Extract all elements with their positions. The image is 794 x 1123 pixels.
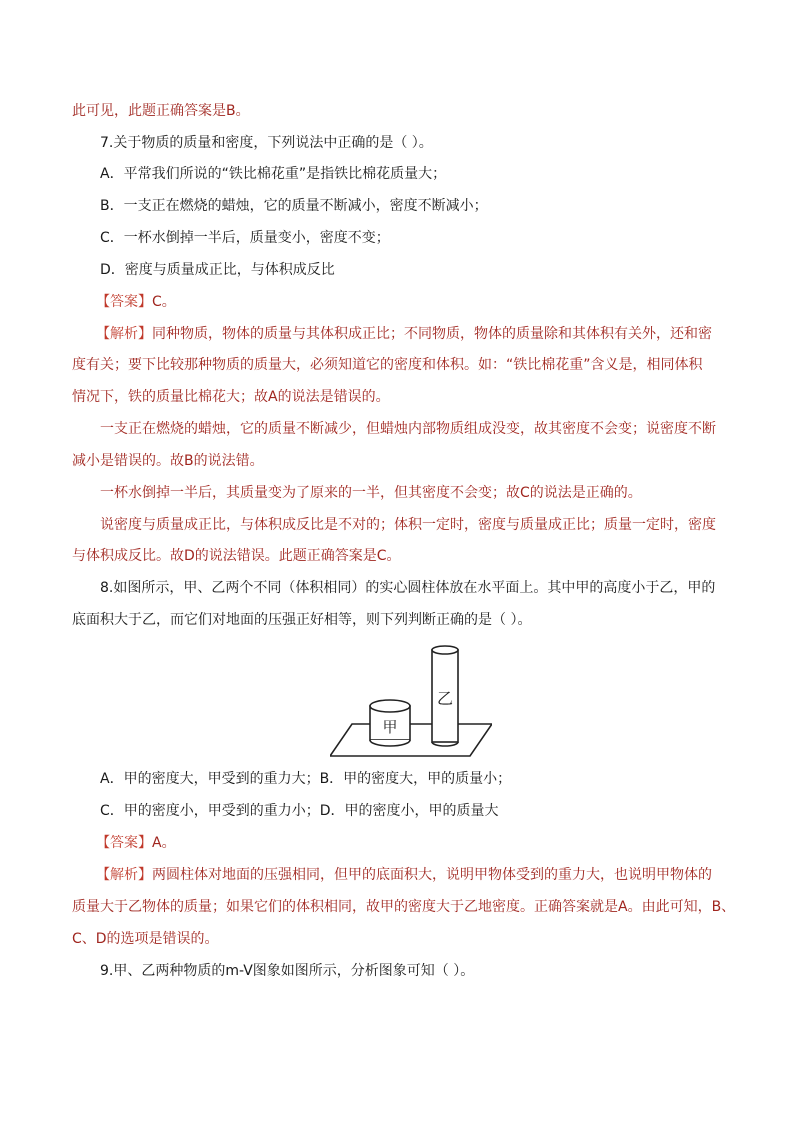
question-7-explanation-line-1 xyxy=(96,324,720,344)
question-7-explanation-line-7: 说密度与质量成正比，与体积成反比是不对的；体积一定时，密度与质量成正比；质量一定时，密度 xyxy=(100,517,716,533)
question-7-option-b: B．一支正在燃烧的蜡烛，它的质量不断减小，密度不断减小； xyxy=(100,198,488,214)
cylinder-yi-top xyxy=(432,646,458,654)
cylinder-jia-bottom xyxy=(370,740,410,746)
label-jia: 甲 xyxy=(382,718,398,736)
question-7-explanation-line-2: 度有关；要下比较那种物质的质量大，必须知道它的密度和体积。如：“铁比棉花重”含义是，相同体积 xyxy=(72,357,703,373)
answer-value: C。 xyxy=(152,294,176,310)
question-7-option-d: D．密度与质量成正比，与体积成反比 xyxy=(100,262,335,278)
question-8-explanation-line-3: C、D的选项是错误的。 xyxy=(72,931,219,947)
explanation-tag: 【解析】 xyxy=(96,326,152,342)
question-7-option-a: A．平常我们所说的“铁比棉花重”是指铁比棉花质量大； xyxy=(100,166,447,182)
ground-plane xyxy=(330,724,492,756)
question-8-stem-line-2: 底面积大于乙，而它们对地面的压强正好相等，则下列判断正确的是（ ）。 xyxy=(72,612,532,628)
question-7-stem: 7.关于物质的质量和密度，下列说法中正确的是（ ）。 xyxy=(100,135,433,151)
question-7-explanation-line-6: 一杯水倒掉一半后，其质量变为了原来的一半，但其密度不会变；故C的说法是正确的。 xyxy=(100,485,642,501)
answer-tag: 【答案】 xyxy=(96,835,152,851)
question-8-options-line-1: A．甲的密度大，甲受到的重力大；B．甲的密度大，甲的质量小； xyxy=(100,771,512,787)
question-9-stem: 9.甲、乙两种物质的m-V图象如图所示，分析图象可知（ ）。 xyxy=(100,963,475,979)
label-yi: 乙 xyxy=(436,689,454,708)
question-8-stem-line-1: 8.如图所示，甲、乙两个不同（体积相同）的实心圆柱体放在水平面上。其中甲的高度小于乙，甲的 xyxy=(100,580,716,596)
question-7-explanation-line-4: 一支正在燃烧的蜡烛，它的质量不断减少，但蜡烛内部物质组成没变，故其密度不会变；说密度不断 xyxy=(100,421,716,437)
question-8-answer xyxy=(96,833,720,853)
question-7-option-c: C．一杯水倒掉一半后，质量变小，密度不变； xyxy=(100,230,390,246)
question-7-explanation-line-3: 情况下，铁的质量比棉花大；故A的说法是错误的。 xyxy=(72,389,390,405)
question-7-explanation-line-8: 与体积成反比。故D的说法错误。此题正确答案是C。 xyxy=(72,548,401,564)
question-8-explanation-line-2: 质量大于乙物体的质量；如果它们的体积相同，故甲的密度大于乙地密度。正确答案就是A。由此可知，B、 xyxy=(72,899,736,915)
explanation-text: 两圆柱体对地面的压强相同，但甲的底面积大，说明甲物体受到的重力大，也说明甲物体的 xyxy=(152,867,712,883)
question-8-options-line-2: C．甲的密度小，甲受到的重力小；D．甲的密度小，甲的质量大 xyxy=(100,803,499,819)
question-7-explanation-line-5: 减小是错误的。故B的说法错。 xyxy=(72,453,264,469)
question-7-answer xyxy=(96,292,720,312)
explanation-tag: 【解析】 xyxy=(96,867,152,883)
explanation-text: 同种物质，物体的质量与其体积成正比；不同物质，物体的质量除和其体积有关外，还和密 xyxy=(152,326,712,342)
cylinder-jia-top xyxy=(370,700,410,712)
question-8-explanation-line-1 xyxy=(96,865,720,885)
answer-value: A。 xyxy=(152,835,176,851)
answer-tag: 【答案】 xyxy=(96,294,152,310)
prev-answer-conclusion: 此可见，此题正确答案是B。 xyxy=(72,103,250,119)
cylinders-figure xyxy=(330,640,492,762)
